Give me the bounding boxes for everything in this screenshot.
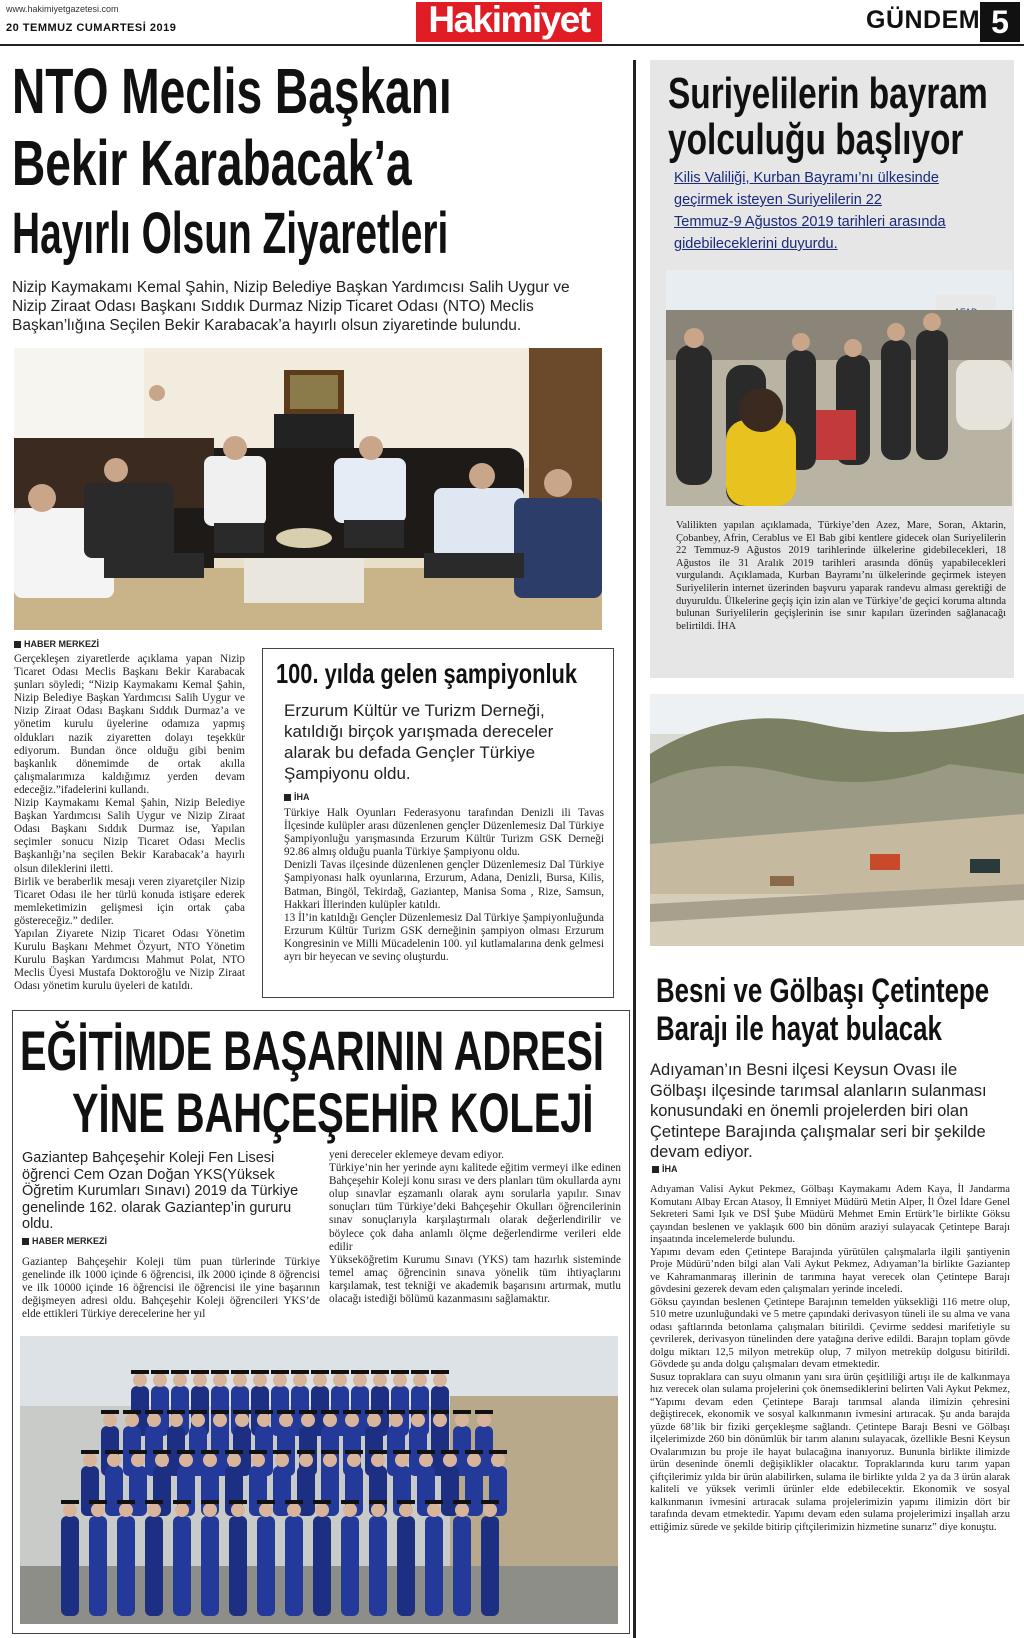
suriye-body: Valilikten yapılan açıklamada, Türkiye’den Azez, Mare, Soran, Aktarin, Çobanbey, Afrin, Cerablus ve El Bab gibi kentlere gidecek olan Suriyelilerin 22 Temmuz-9 Ağustos 2019 tarihlerinde ülkelerine gidebilecekleri, 18 Ağustos ile 31 Aralık 2019 tarihleri arasında dönüş yapabilecekleri vurgulandı. Açıklamada, Kurban Bayramı’nı ülkelerinde geçirmek isteyen Suriyelilerin internet üzerinden başvuru yaparak randevu alması gerektiği de duyuruldu. Ülkelerine geçiş için izin alan ve Türkiye’de geçici koruma altında bulunan Suriyelilerin geçişlerinin ise sınır kapıları üzerinden sağlanacağı belirtildi. İHA [676, 520, 1006, 632]
sampiyon-headline: 100. yılda gelen şampiyonluk [276, 658, 578, 689]
kolej-byline: HABER MERKEZİ [22, 1236, 107, 1246]
suriye-lead [674, 167, 946, 255]
column-divider [633, 60, 636, 1638]
article-body: Gerçekleşen ziyaretlerde açıklama yapan Nizip Ticaret Odası Meclis Başkanı Bekir Karabacak şunları söyledi; “Nizip Kaymakamı Kemal Şahin, Nizip Belediye Başkan Yardımcısı Salih Uygur ve Nizip Ziraat Odası Başkanı Sıddık Durmaz’a ve yönetim kurulu üyelerine odamıza yapmış oldukları nazik ziyaretten dolayı teşekkür ediyorum. Bundan önce olduğu gibi benim başkanlık dönemimde de ortak akılla çalışmalarımıza kaldığımız yerden devam edeceğiz.”ifadelerini kullandı. Nizip Kaymakamı Kemal Şahin, Nizip Belediye Başkan Yardımcısı Salih Uygur ve Nizip Ziraat Odası Başkanı Sıddık Durmaz ise, Yapılan seçimler sonucu Nizip Ticaret Odası Meclis Başkanlığı’na seçilen Bekir Karabacak’a hayırlı olsun dileklerini iletti. Birlik ve beraberlik mesajı veren ziyaretçiler Nizip Ticaret Odası ile her türlü konuda istişare ederek memleketimizin gelişmesi için ortak çaba göstereceğiz.” dediler. Yapılan Ziyarete Nizip Ticaret Odası Yönetim Kurulu Başkanı Mehmet Özyurt, NTO Yönetim Kurulu Başkan Yardımcısı Mahmut Polat, NTO Meclis Üyesi Mustafa Doktoroğlu ve Nizip Ziraat Odası yönetim kurulu üyeleri de katıldı. [14, 653, 245, 993]
kolej-headline-line-2: YİNE BAHÇEŞEHİR KOLEJİ [72, 1081, 594, 1144]
newspaper-logo [416, 2, 602, 42]
sampiyon-byline: İHA [284, 792, 310, 802]
kolej-lead: Gaziantep Bahçeşehir Koleji Fen Lisesi öğrenci Cem Ozan Doğan YKS(Yüksek Öğretim Kurumları Sınavı) 2019 da Türkiye genelinde 162. olarak Gaziantep’in gururu oldu. [22, 1150, 299, 1232]
baraj-headline-line-2: Barajı ile hayat bulacak [656, 1010, 942, 1048]
section-title: GÜNDEM [866, 6, 981, 34]
headline-line-3: Hayırlı Olsun Ziyaretleri [12, 201, 449, 266]
page-number: 5 [980, 2, 1020, 42]
baraj-body: Adıyaman Valisi Aykut Pekmez, Gölbaşı Kaymakamı Adem Kaya, İl Jandarma Komutanı Albay Ercan Atasoy, İl Emniyet Müdürü Metin Alper, İl Özel İdare Genel Sekreteri Sami Işık ve DSİ Şube Müdürü Mehmet Emin Ertürk’le birlikte Göksu çayından beslenen ve yaklaşık 600 bin dönüm araziyi sulayacak Çetintepe Barajı inşaatında incelemelerde bulundu. Yapımı devam eden Çetintepe Barajında yürütülen çalışmalarla ilgili şantiyenin Proje Müdürü’nden bilgi alan Vali Aykut Pekmez, Adıyaman’la birlikte Gaziantep ve Kahramanmaraş illerinin de tarımına hayat verecek olan Çetintepe Barajı gövdesini gezerek devam eden çalışmaları yerinde inceledi. Göksu çayından beslenen Çetintepe Barajının temelden yüksekliği 116 metre olup, 510 metre uzunluğundaki ve 5 metre çapındaki derivasyon tüneli ile su alma ve vana odası şaftlarında betonlama çalışmaları bitirildi. Çevirme seddesi marifetiyle su çevrilerek, derivasyon tünelinden dere yatağına derive edildi. Barajın toplam gövde dolgu miktarı 12,5 milyon metreküp olup, 7 milyon metreküp dolgusu bitirildi. Gövdede şu anda dolgu çalışmaları devam etmektedir. Susuz topraklara can suyu olmanın yanı sıra ürün çeşitliliği artışı ile de kalkınmaya hız verecek olan sulama projelerini çok önemsediklerini belirten Vali Aykut Pekmez, “Yapımı devam eden Çetintepe Barajı tarımsal alanda ilimizin çehresini değiştirecek, ekonomik ve sosyal kalkınmanın ivmesini artıracak. Şu anda barajda yüzde 68’lik bir fiziki gerçekleşme sağlandı. Çetintepe Barajı Besni ve Gölbaşı ilçelerimizde 260 bin dönümlük bir tarım alanını sulayacak, özellikle Besni Keysun Ovalarımızın bu proje ile hayat bulacağına inanıyoruz. Bununla birlikte ilimizde ürün deseninde önemli değişiklikler olacaktır. Topraklarında kuru tarım yapan çiftçilerimiz yılda bir ürün alabilirken, sulama ile birlikte yılda 2 ya da 3 ürün alarak kaliteli ve yüksek verimli ürünler elde edebilecektir. Ekonomik ve sosyal kalkınmanın ivmesini artıracak sulama projelerimizin yapımı ilimizin dört bir tarafında devam etmektedir. Yapımı devam eden sulama projelerimizi inşallah arzu ettiğimiz sürede ve şekilde bitirip çiftçilerimizin hizmetine sunarız” diye konuştu. [650, 1184, 1010, 1533]
masthead-rule [0, 44, 1024, 46]
kolej-body-right: yeni dereceler eklemeye devam ediyor. Türkiye’nin her yerinde aynı kalitede eğitim vermeyi ilke edinen Bahçeşehir Koleji konu sırası ve ders planları tüm okullarda aynı olup sınavlar eşzamanlı olarak aynı sorularla yapılır. Sınav sonuçları tüm Türkiye’deki Bahçeşehir Okulları öğrencilerinin sınav sonuçlarıyla karşılaştırmalı olarak değerlendirilir ve böylece çok daha anlamlı ölçme değerlendirme verileri elde edilir Yükseköğretim Kurumu Sınavı (YKS) tam hazırlık sisteminde temel amaç öğrencinin sınava yönelik tüm ihtiyaçlarını karşılamak, test tekniği ve akademik başarısını artırmak, mutlu olacağı istediği bölümü kazanmasını sağlamaktır. [329, 1149, 621, 1306]
byline: HABER MERKEZİ [14, 639, 99, 649]
baraj-lead: Adıyaman’ın Besni ilçesi Keysun Ovası ile Gölbaşı ilçesinde tarımsal alanların sulanması konusundaki en önemli projelerden biri olan Çetintepe Barajında çalışmalar seri bir şekilde devam ediyor. [650, 1061, 987, 1161]
suriye-lead-line-4: gidebileceklerini duyurdu. [674, 236, 838, 252]
suriye-headline-line-2: yolculuğu başlıyor [668, 115, 964, 164]
suriye-lead-line-1: Kilis Valiliği, Kurban Bayramı’nı ülkesinde [674, 170, 939, 186]
issue-date: 20 TEMMUZ CUMARTESİ 2019 [6, 22, 177, 34]
baraj-byline: İHA [652, 1164, 678, 1174]
sampiyon-body: Türkiye Halk Oyunları Federasyonu tarafından Denizli ili Tavas İlçesinde kulüpler arası düzenlenen gençler Düzenlemesiz Dal Türkiye Şampiyonluğu yarışmasında Erzurum Kültür Turizm GSK Derneği 92.86 almış olduğu puanla Türkiye Şampiyonu oldu. Denizli Tavas ilçesinde düzenlenen gençler Düzenlemesiz Dal Türkiye Şampiyonası halk oyunlarına, Erzurum, Adana, Denizli, Bursa, Kilis, Batman, Bingöl, Tekirdağ, Gaziantep, Manisa Soma , Rize, Samsun, Hakkari İllerinden kulüpler katıldı. 13 İl’in katıldığı Gençler Düzenlemesiz Dal Türkiye Şampiyonluğunda Erzurum Kültür Turizm GSK derneğinin şampiyon olması Erzurum Kongresinin ve Milli Mücadelenin 100. yıl kutlamalarına denk gelmesi ayrı bir heyecan ve sevinç oluşturdu. [284, 807, 604, 964]
kolej-body-left: Gaziantep Bahçeşehir Koleji tüm puan türlerinde Türkiye genelinde ilk 1000 içinde 6 öğrencisi, ilk 2000 içinde 8 öğrencisi ve ilk 10000 içinde 16 öğrencisi ile öğrencisi ile yine başarının değişmeyen adresi oldu. Bahçeşehir Koleji öğrencileri YKS’de elde ettikleri Türkiye derecelerine her yıl [22, 1256, 320, 1321]
kolej-headline-line-1: EĞİTİMDE BAŞARININ ADRESİ [20, 1019, 604, 1082]
suriye-headline-line-1: Suriyelilerin bayram [668, 69, 988, 118]
article-lead: Nizip Kaymakamı Kemal Şahin, Nizip Belediye Başkan Yardımcısı Salih Uygur ve Nizip Ziraat Odası Başkanı Sıddık Durmaz Nizip Ticaret Odası (NTO) Meclis Başkan’lığına Seçilen Bekir Karabacak’a hayırlı olsun ziyaretinde bulundu. [12, 279, 570, 334]
website-url: www.hakimiyetgazetesi.com [6, 4, 119, 14]
dam-construction-photo [650, 694, 1024, 946]
meeting-photo [14, 348, 602, 630]
border-crowd-photo [666, 270, 1012, 506]
suriye-lead-line-3: Temmuz-9 Ağustos 2019 tarihleri arasında [674, 214, 946, 230]
sampiyon-lead: Erzurum Kültür ve Turizm Derneği, katıldığı birçok yarışmada dereceler alarak bu defada Gençler Türkiye Şampiyonu oldu. [284, 701, 554, 783]
headline-line-1: NTO Meclis Başkanı [12, 55, 452, 127]
logo-text: Hakimiyet [428, 0, 590, 40]
suriye-lead-line-2: geçirmek isteyen Suriyelilerin 22 [674, 192, 882, 208]
headline-line-2: Bekir Karabacak’a [12, 127, 412, 199]
graduation-photo [20, 1336, 618, 1624]
baraj-headline-line-1: Besni ve Gölbaşı Çetintepe [656, 972, 990, 1010]
